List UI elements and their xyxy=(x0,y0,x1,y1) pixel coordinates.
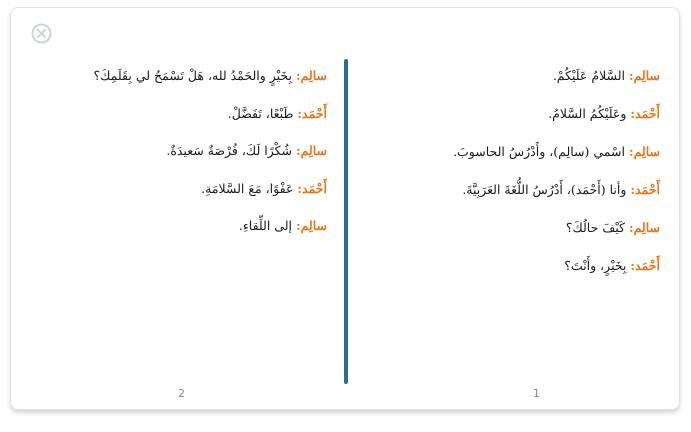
dialogue-line xyxy=(368,105,660,123)
dialogue-text: شُكْرًا لَكَ، فُرْصَةٌ سَعيدَةٌ. xyxy=(166,143,292,158)
speaker-label: سالِم: xyxy=(628,68,660,83)
speaker-label: أَحْمَد: xyxy=(630,258,660,273)
close-circle-icon xyxy=(31,23,52,44)
close-icon[interactable] xyxy=(31,23,52,44)
right-page xyxy=(368,67,660,295)
speaker-label: أَحْمَد: xyxy=(630,182,660,197)
speaker-label: أَحْمَد: xyxy=(297,105,327,121)
page-number-left: 2 xyxy=(178,387,185,400)
dialogue-text: بِخَيْرٍ والحَمْدُ لله، هَلْ تَسْمَحُ لي بِقَلَمِكَ؟ xyxy=(93,68,292,83)
speaker-label: أَحْمَد: xyxy=(297,180,327,196)
dialogue-line xyxy=(368,257,660,275)
dialogue-line xyxy=(27,67,327,85)
dialogue-text: بِخَيْرٍ، وأَنْتَ؟ xyxy=(564,258,627,273)
dialogue-line xyxy=(27,180,327,198)
dialogue-line xyxy=(27,217,327,235)
dialogue-text: السَّلامُ عَلَيْكُمْ. xyxy=(552,68,625,83)
dialogue-line xyxy=(368,143,660,161)
dialogue-line xyxy=(368,219,660,237)
speaker-label: أَحْمَد: xyxy=(630,106,660,121)
dialogue-text: اسْمي (سالِم)، وأَدْرُسُ الحاسوبَ. xyxy=(453,144,625,159)
speaker-label: سالِم: xyxy=(628,220,660,235)
speaker-label: سالِم: xyxy=(295,143,327,158)
book-spine xyxy=(344,59,348,384)
dialogue-line xyxy=(27,142,327,160)
dialogue-line xyxy=(27,105,327,123)
dialogue-line xyxy=(368,67,660,85)
dialogue-text: إلى اللِّقاءِ. xyxy=(238,218,292,233)
dialogue-line xyxy=(368,181,660,199)
dialogue-text: وعَلَيْكُمُ السَّلامُ. xyxy=(548,106,627,121)
dialogue-text: عَفْوًا، مَعَ السَّلامَةِ. xyxy=(201,180,294,196)
dialogue-text: طَبْعًا، تَفَضَّلْ. xyxy=(227,105,294,121)
left-page xyxy=(27,67,327,255)
dialogue-text: وأنا (أَحْمَد)، أَدْرُسُ اللُّغَةَ العَرَبِيَّةَ. xyxy=(462,182,627,197)
dialogue-text: كَيْفَ حالُكَ؟ xyxy=(565,220,625,235)
page-number-right: 1 xyxy=(533,387,540,400)
speaker-label: سالِم: xyxy=(295,68,327,83)
speaker-label: سالِم: xyxy=(295,218,327,233)
speaker-label: سالِم: xyxy=(628,144,660,159)
